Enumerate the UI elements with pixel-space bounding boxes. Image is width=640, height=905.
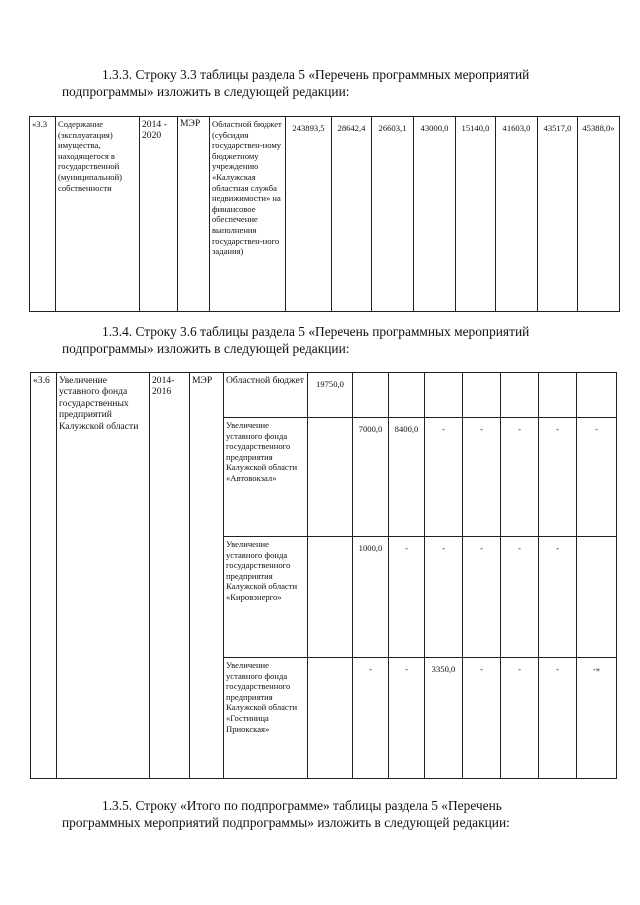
value-total <box>308 537 353 658</box>
value-2020 <box>577 373 617 418</box>
period: 2014-2016 <box>150 373 190 779</box>
value-2019: 43517,0 <box>538 117 578 312</box>
value-2019: - <box>539 658 577 779</box>
value-2015: - <box>389 658 425 779</box>
paragraph-1-3-3 <box>62 66 612 100</box>
value-2019: - <box>539 537 577 658</box>
value-2018 <box>501 373 539 418</box>
value-2017: - <box>463 658 501 779</box>
value-2018: 41603,0 <box>496 117 538 312</box>
value-total: 243893,5 <box>286 117 332 312</box>
value-total <box>308 658 353 779</box>
table-row-3-6 <box>30 372 617 779</box>
funding-source: Увеличение уставного фонда государственного предприятия Калужской области «Гостиница Приокская» <box>224 658 308 779</box>
value-2019: - <box>539 418 577 537</box>
paragraph-line: программных мероприятий подпрограммы» изложить в следующей редакции: <box>62 815 510 830</box>
paragraph-line: 1.3.5. Строку «Итого по подпрограмме» таблицы раздела 5 «Перечень <box>102 798 502 813</box>
funding-source: Областной бюджет (субсидия государствен-ному бюджетному учреждению «Калужская областная служба недвижимости» на финансовое обеспечение выполнения государствен-ного задания) <box>210 117 286 312</box>
value-total <box>308 418 353 537</box>
value-2018: - <box>501 418 539 537</box>
paragraph-line: 1.3.4. Строку 3.6 таблицы раздела 5 «Перечень программных мероприятий <box>102 324 530 339</box>
value-2020: - <box>577 418 617 537</box>
value-2018: - <box>501 658 539 779</box>
value-2015 <box>389 373 425 418</box>
executor: МЭР <box>190 373 224 779</box>
value-2014 <box>353 373 389 418</box>
value-2014: 1000,0 <box>353 537 389 658</box>
value-2020 <box>577 537 617 658</box>
value-2020: -» <box>577 658 617 779</box>
row-number: «3.3 <box>30 117 56 312</box>
value-2015: 26603,1 <box>372 117 414 312</box>
value-2017 <box>463 373 501 418</box>
value-2020: 45388,0» <box>578 117 620 312</box>
paragraph-1-3-5 <box>62 797 612 831</box>
measure-name: Содержание (эксплуатация) имущества, находящегося в государственной (муниципальной) собственности <box>56 117 140 312</box>
value-2014: 28642,4 <box>332 117 372 312</box>
period: 2014 - 2020 <box>140 117 178 312</box>
paragraph-1-3-4 <box>62 323 612 357</box>
value-2016: 43000,0 <box>414 117 456 312</box>
value-2018: - <box>501 537 539 658</box>
funding-source: Областной бюджет <box>224 373 308 418</box>
table-row <box>31 373 617 418</box>
funding-source: Увеличение уставного фонда государственного предприятия Калужской области «Автовокзал» <box>224 418 308 537</box>
funding-source: Увеличение уставного фонда государственного предприятия Калужской области «Кировэнерго» <box>224 537 308 658</box>
table-row-3-3 <box>29 116 620 312</box>
value-2014: 7000,0 <box>353 418 389 537</box>
value-2015: - <box>389 537 425 658</box>
measure-name: Увеличение уставного фонда государственных предприятий Калужской области <box>57 373 150 779</box>
value-2017: 15140,0 <box>456 117 496 312</box>
paragraph-line: подпрограммы» изложить в следующей редакции: <box>62 341 350 356</box>
value-2017: - <box>463 418 501 537</box>
value-2019 <box>539 373 577 418</box>
executor: МЭР <box>178 117 210 312</box>
paragraph-line: подпрограммы» изложить в следующей редакции: <box>62 84 350 99</box>
value-2016: 3350,0 <box>425 658 463 779</box>
table-row <box>30 117 620 312</box>
value-2016 <box>425 373 463 418</box>
value-2017: - <box>463 537 501 658</box>
row-number: «3.6 <box>31 373 57 779</box>
value-2015: 8400,0 <box>389 418 425 537</box>
paragraph-line: 1.3.3. Строку 3.3 таблицы раздела 5 «Перечень программных мероприятий <box>102 67 530 82</box>
value-2014: - <box>353 658 389 779</box>
value-total: 19750,0 <box>308 373 353 418</box>
value-2016: - <box>425 418 463 537</box>
value-2016: - <box>425 537 463 658</box>
